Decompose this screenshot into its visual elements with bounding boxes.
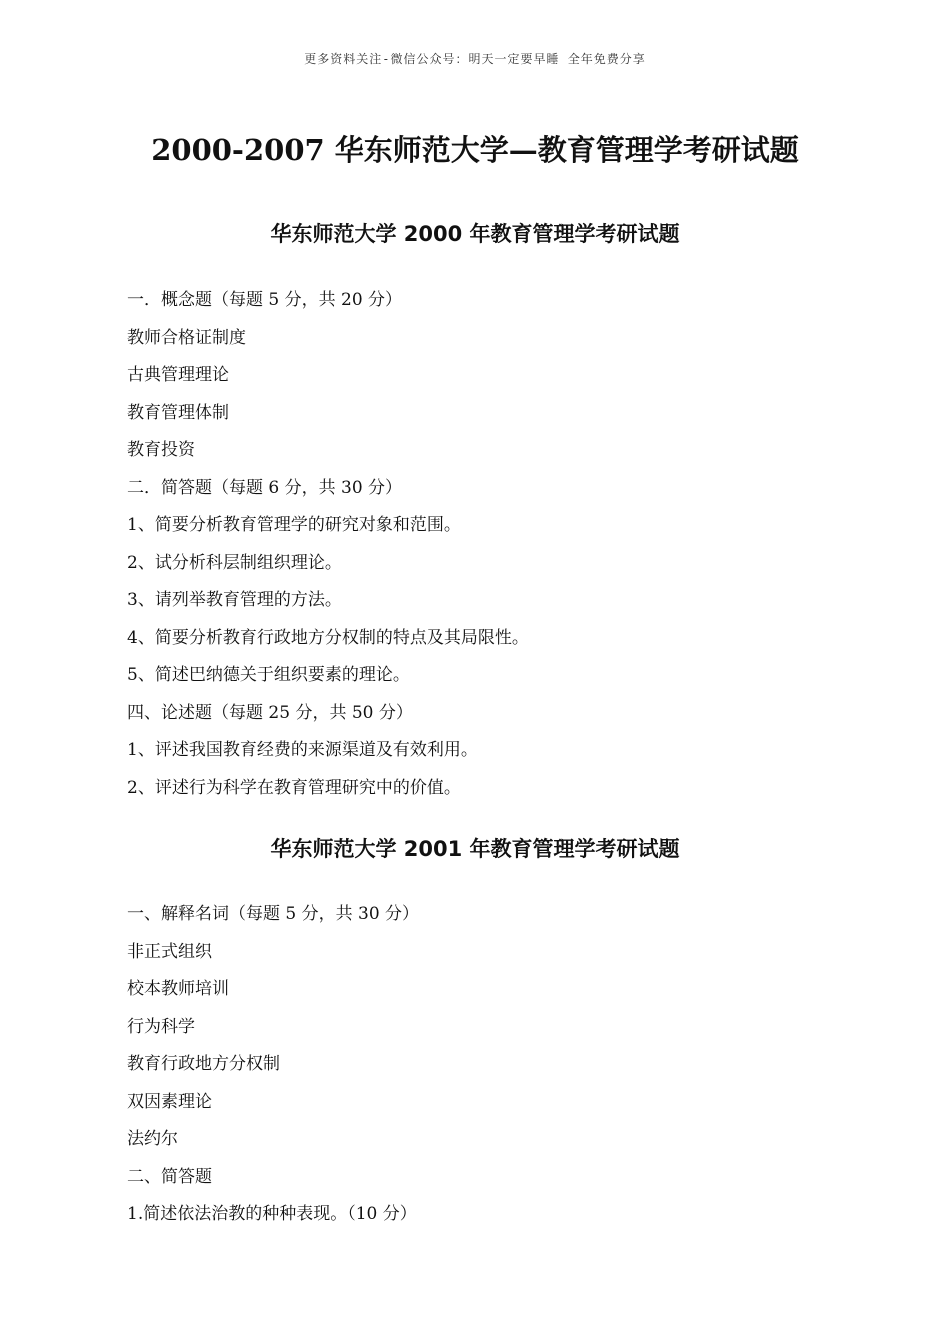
question-line: 校本教师培训 [127, 979, 229, 999]
question-line: 4、简要分析教育行政地方分权制的特点及其局限性。 [127, 627, 529, 648]
question-line: 古典管理理论 [127, 365, 229, 385]
question-group-heading: 一．概念题（每题 5 分，共 20 分） [127, 290, 403, 310]
question-line: 双因素理论 [127, 1091, 212, 1112]
question-line: 1、评述我国教育经费的来源渠道及有效利用。 [127, 740, 478, 760]
header-note: 更多资料关注-微信公众号：明天一定要早睡 全年免费分享 [304, 52, 646, 66]
question-line: 1、简要分析教育管理学的研究对象和范围。 [127, 515, 461, 535]
question-line: 非正式组织 [127, 941, 212, 962]
question-line: 教师合格证制度 [127, 327, 246, 348]
question-line: 法约尔 [127, 1129, 178, 1149]
question-line: 教育管理体制 [127, 402, 229, 423]
question-line: 教育投资 [127, 440, 195, 460]
question-line: 行为科学 [127, 1016, 195, 1037]
question-line: 5、简述巴纳德关于组织要素的理论。 [127, 665, 410, 685]
section-title-2001: 华东师范大学 2001 年教育管理学考研试题 [270, 837, 680, 861]
question-group-heading: 二．简答题（每题 6 分，共 30 分） [127, 477, 403, 498]
document-title: 2000-2007 华东师范大学—教育管理学考研试题 [151, 133, 799, 167]
section-2000-content [127, 286, 847, 811]
section-2001-content [127, 900, 847, 1238]
question-line: 3、请列举教育管理的方法。 [127, 590, 342, 610]
question-line: 教育行政地方分权制 [127, 1054, 280, 1074]
question-line: 2、评述行为科学在教育管理研究中的价值。 [127, 777, 461, 798]
section-title-2000: 华东师范大学 2000 年教育管理学考研试题 [270, 222, 680, 246]
question-line: 2、试分析科层制组织理论。 [127, 552, 342, 573]
question-group-heading: 四、论述题（每题 25 分，共 50 分） [127, 702, 413, 723]
question-group-heading: 一、解释名词（每题 5 分，共 30 分） [127, 904, 420, 924]
question-line: 1.简述依法治教的种种表现。（10 分） [127, 1204, 417, 1224]
question-group-heading: 二、简答题 [127, 1166, 212, 1187]
